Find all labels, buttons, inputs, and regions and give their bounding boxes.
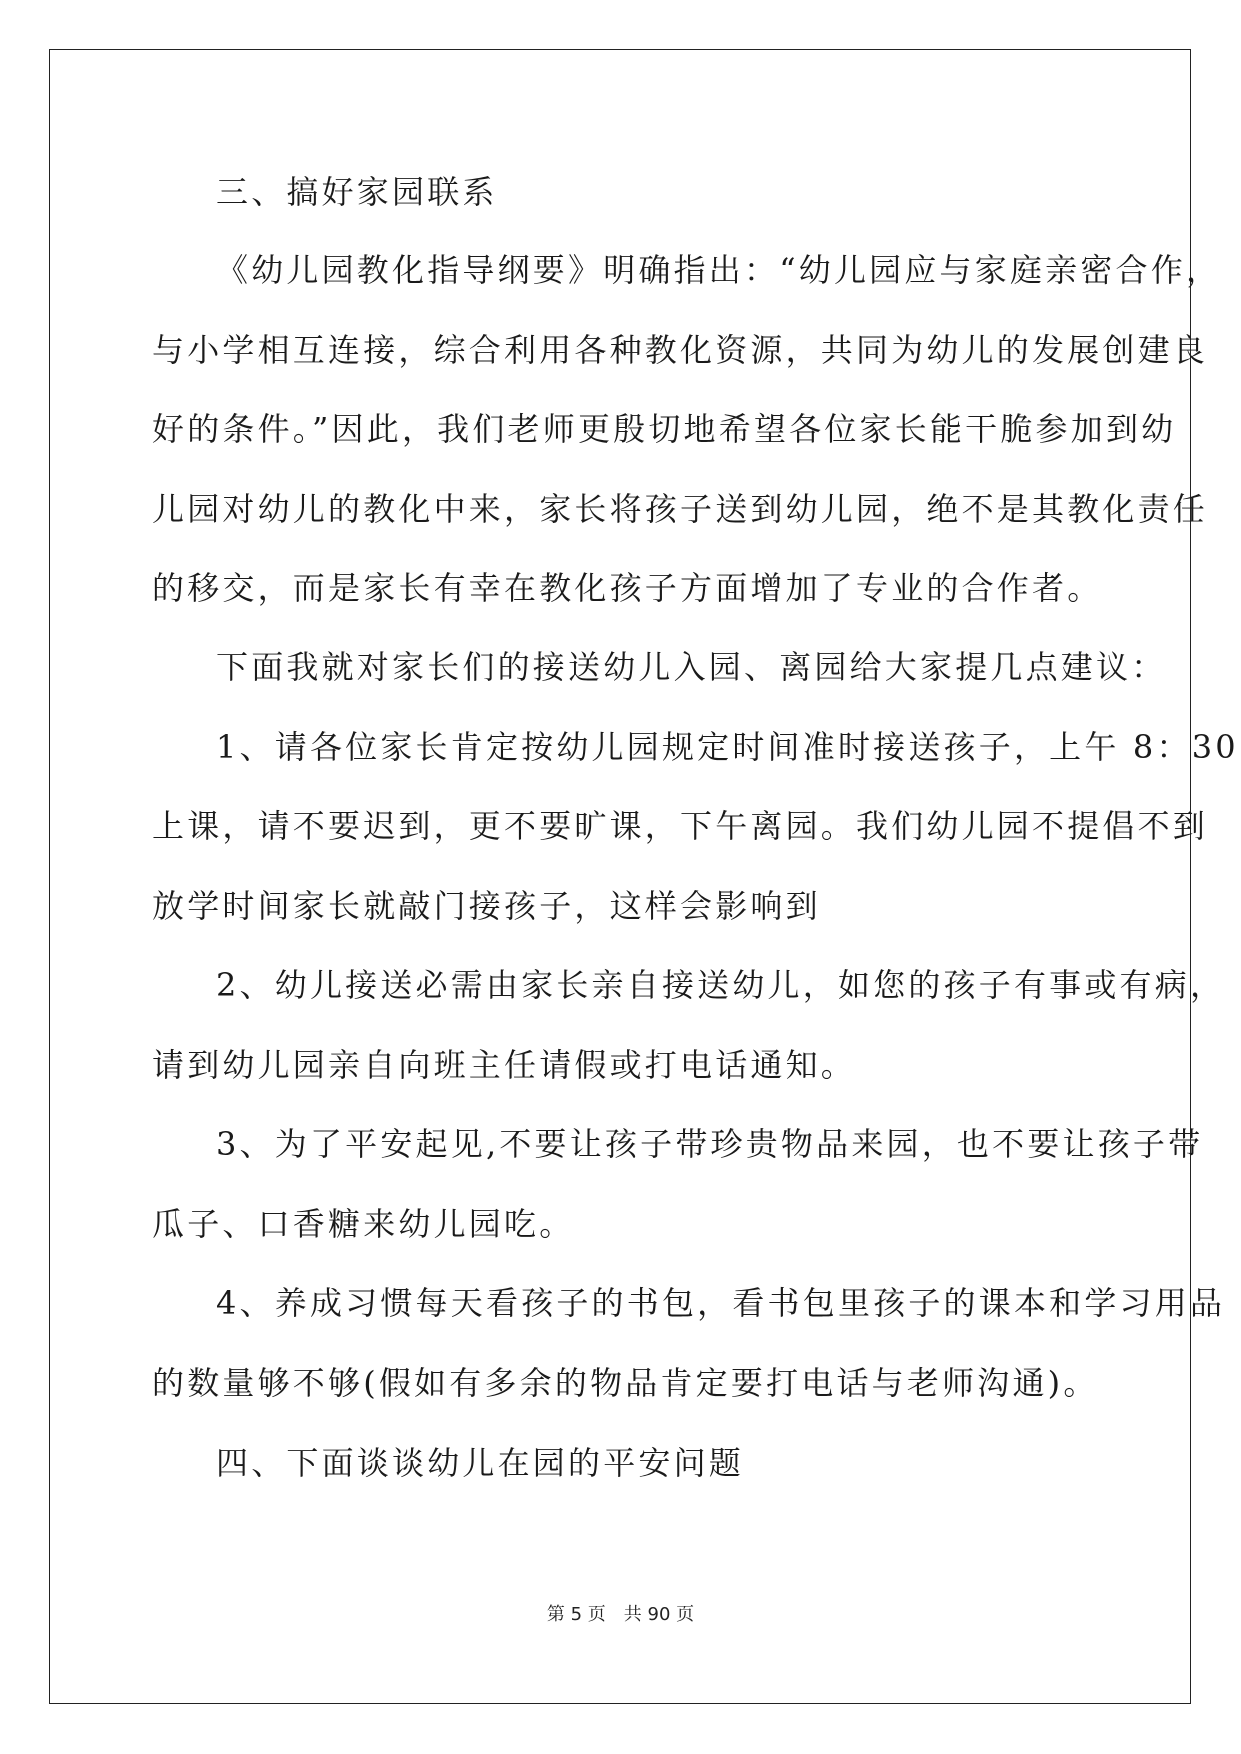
list-item-3: 3、为了平安起见,不要让孩子带珍贵物品来园，也不要让孩子带	[216, 1125, 1204, 1163]
page-number-footer: 第 5 页 共 90 页	[546, 1604, 695, 1625]
paragraph-line: 与小学相互连接，综合利用各种教化资源，共同为幼儿的发展创建良	[152, 331, 1209, 369]
paragraph-line: 好的条件。”因此，我们老师更殷切地希望各位家长能干脆参加到幼	[152, 410, 1177, 448]
paragraph-line: 的数量够不够(假如有多余的物品肯定要打电话与老师沟通)。	[152, 1364, 1099, 1402]
paragraph-line: 儿园对幼儿的教化中来，家长将孩子送到幼儿园，绝不是其教化责任	[152, 490, 1209, 528]
section-heading-3: 三、搞好家园联系	[216, 173, 498, 211]
paragraph-line: 的移交，而是家长有幸在教化孩子方面增加了专业的合作者。	[152, 569, 1103, 607]
paragraph-line: 请到幼儿园亲自向班主任请假或打电话通知。	[152, 1046, 857, 1084]
paragraph-line: 《幼儿园教化指导纲要》明确指出：“幼儿园应与家庭亲密合作，	[216, 251, 1222, 289]
paragraph-line: 上课，请不要迟到，更不要旷课，下午离园。我们幼儿园不提倡不到	[152, 807, 1209, 845]
paragraph-line: 瓜子、口香糖来幼儿园吃。	[152, 1205, 575, 1243]
paragraph-line: 下面我就对家长们的接送幼儿入园、离园给大家提几点建议：	[216, 648, 1167, 686]
section-heading-4: 四、下面谈谈幼儿在园的平安问题	[216, 1444, 745, 1482]
list-item-1: 1、请各位家长肯定按幼儿园规定时间准时接送孩子，上午 8：30	[216, 728, 1239, 766]
list-item-4: 4、养成习惯每天看孩子的书包，看书包里孩子的课本和学习用品	[216, 1284, 1226, 1322]
paragraph-line: 放学时间家长就敲门接孩子，这样会影响到	[152, 887, 821, 925]
list-item-2: 2、幼儿接送必需由家长亲自接送幼儿，如您的孩子有事或有病，	[216, 966, 1226, 1004]
